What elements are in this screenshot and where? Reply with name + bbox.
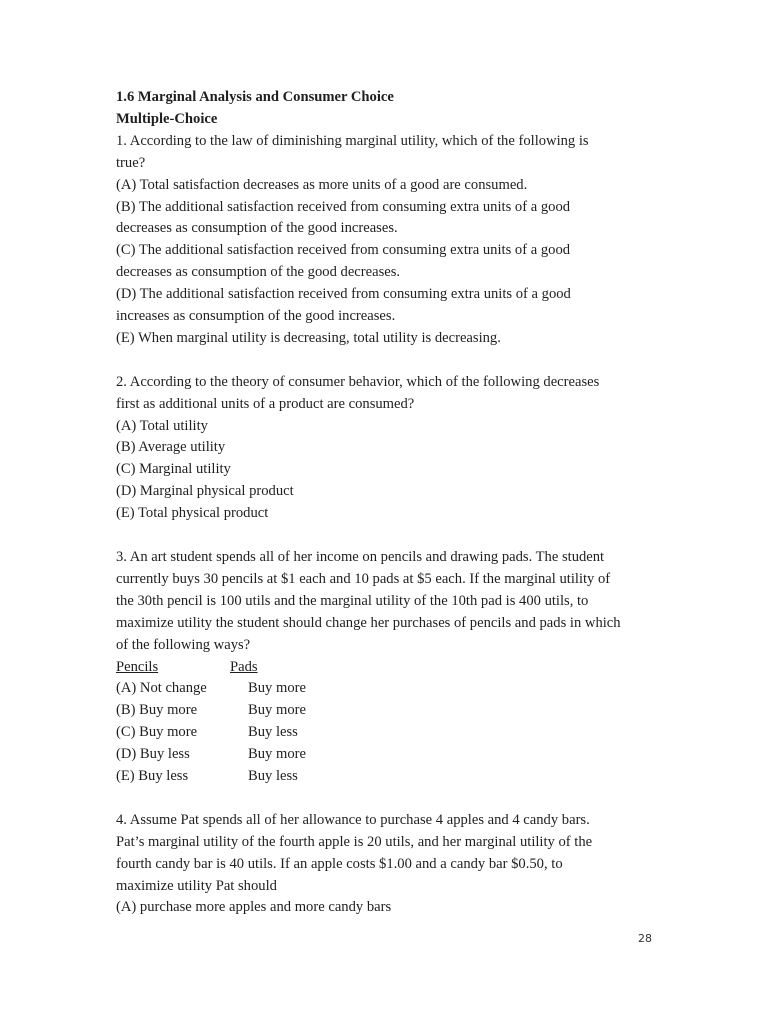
- question-stem-line: 1. According to the law of diminishing marginal utility, which of the following is: [116, 132, 589, 149]
- question-stem-line: maximize utility Pat should: [116, 877, 277, 894]
- pads-choice: Buy more: [248, 680, 306, 697]
- answer-option-b-continued: decreases as consumption of the good increases.: [116, 220, 398, 237]
- pencils-choice: (C) Buy more: [116, 724, 198, 741]
- question-stem-line: maximize utility the student should change her purchases of pencils and pads in which: [116, 614, 621, 631]
- pencils-choice: (E) Buy less: [116, 768, 189, 785]
- question-stem-line: fourth candy bar is 40 utils. If an apple costs $1.00 and a candy bar $0.50, to: [116, 855, 563, 872]
- pads-choice: Buy more: [248, 746, 306, 763]
- answer-option-c: [116, 722, 661, 744]
- blank-line: [116, 788, 661, 810]
- page-number: 28: [638, 932, 652, 945]
- answer-option-c: (C) Marginal utility: [116, 461, 231, 478]
- answer-option-b: [116, 700, 661, 722]
- answer-option-e: (E) When marginal utility is decreasing, total utility is decreasing.: [116, 329, 501, 346]
- answer-option-d: (D) The additional satisfaction received from consuming extra units of a good: [116, 286, 571, 303]
- answer-option-a: (A) purchase more apples and more candy bars: [116, 899, 392, 916]
- question-stem-line: 2. According to the theory of consumer behavior, which of the following decreases: [116, 373, 600, 390]
- answer-option-c-continued: decreases as consumption of the good decreases.: [116, 264, 401, 281]
- question-stem-line: the 30th pencil is 100 utils and the marginal utility of the 10th pad is 400 utils, to: [116, 592, 589, 609]
- pads-choice: Buy more: [248, 702, 306, 719]
- answer-option-a: (A) Total satisfaction decreases as more units of a good are consumed.: [116, 176, 528, 193]
- question-2: [116, 372, 661, 525]
- question-4: [116, 810, 661, 920]
- pads-choice: Buy less: [248, 768, 298, 785]
- question-1: [116, 131, 661, 350]
- section-subtitle: Multiple-Choice: [116, 110, 218, 127]
- answer-option-a: (A) Total utility: [116, 417, 208, 434]
- answer-option-b: (B) The additional satisfaction received from consuming extra units of a good: [116, 198, 571, 215]
- answer-option-c: (C) The additional satisfaction received from consuming extra units of a good: [116, 242, 571, 259]
- blank-line: [116, 350, 661, 372]
- question-stem-line: true?: [116, 154, 146, 171]
- question-3: [116, 547, 661, 788]
- question-stem-line: first as additional units of a product are consumed?: [116, 395, 415, 412]
- answer-option-d: (D) Marginal physical product: [116, 483, 294, 500]
- answer-option-a: [116, 678, 661, 700]
- pads-column-header: Pads: [230, 658, 258, 675]
- document-page: [116, 87, 661, 919]
- question-stem-line: of the following ways?: [116, 636, 251, 653]
- pencils-choice: (B) Buy more: [116, 702, 198, 719]
- answer-option-d: [116, 744, 661, 766]
- pencils-choice: (D) Buy less: [116, 746, 190, 763]
- answer-option-e: (E) Total physical product: [116, 505, 269, 522]
- question-stem-line: currently buys 30 pencils at $1 each and 10 pads at $5 each. If the marginal utility of: [116, 570, 611, 587]
- pencils-column-header: Pencils: [116, 658, 159, 675]
- blank-line: [116, 525, 661, 547]
- question-stem-line: 3. An art student spends all of her income on pencils and drawing pads. The student: [116, 549, 605, 565]
- answer-option-b: (B) Average utility: [116, 439, 226, 456]
- answer-column-headers: [116, 657, 661, 679]
- answer-option-e: [116, 766, 661, 788]
- question-stem-line: 4. Assume Pat spends all of her allowance to purchase 4 apples and 4 candy bars.: [116, 811, 590, 828]
- pads-choice: Buy less: [248, 724, 298, 741]
- pencils-choice: (A) Not change: [116, 680, 207, 697]
- question-stem-line: Pat’s marginal utility of the fourth apple is 20 utils, and her marginal utility of the: [116, 833, 593, 850]
- answer-option-d-continued: increases as consumption of the good increases.: [116, 308, 396, 325]
- section-title: 1.6 Marginal Analysis and Consumer Choice: [116, 89, 394, 105]
